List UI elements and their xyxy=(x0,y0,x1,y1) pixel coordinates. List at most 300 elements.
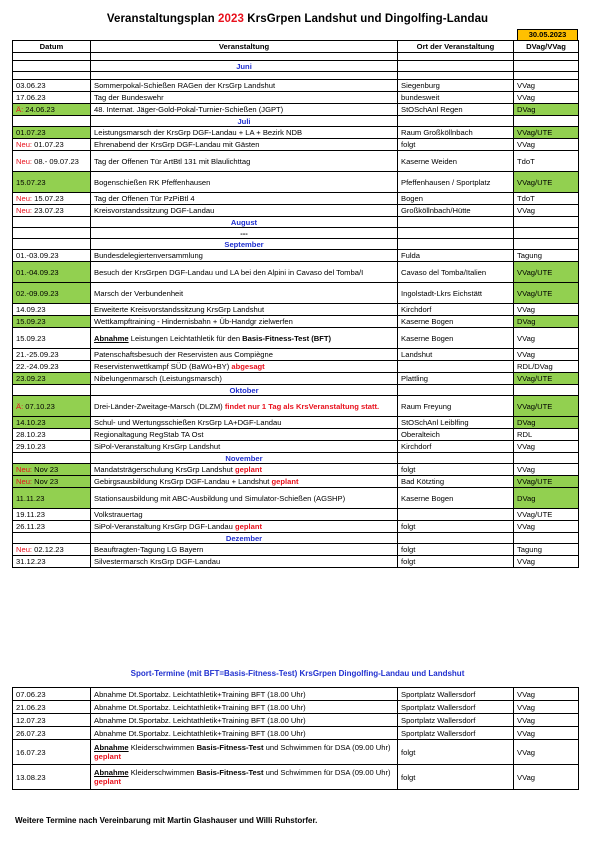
text-run: Volkstrauertag xyxy=(94,510,143,519)
location-cell: Oberalteich xyxy=(398,429,514,441)
text-run: abgesagt xyxy=(231,362,265,371)
footer-note: Weitere Termine nach Vereinbarung mit Martin Glashauser und Willi Ruhstorfer. xyxy=(15,816,318,825)
event-cell xyxy=(91,476,398,488)
event-cell xyxy=(91,556,398,568)
text-run: Abnahme xyxy=(94,743,129,752)
month-label: Juli xyxy=(91,116,398,127)
type-cell: VVag xyxy=(514,304,579,316)
location-cell: folgt xyxy=(398,139,514,151)
date-cell xyxy=(13,316,91,328)
empty-cell xyxy=(514,61,579,72)
title-suffix: KrsGrpen Landshut und Dingolfing-Landau xyxy=(243,13,489,25)
date-cell xyxy=(13,544,91,556)
date-cell xyxy=(13,92,91,104)
location-cell: Siegenburg xyxy=(398,80,514,92)
table-row xyxy=(13,396,579,417)
event-cell xyxy=(91,488,398,509)
event-cell xyxy=(91,139,398,151)
month-row xyxy=(13,228,579,239)
header-type: DVag/VVag xyxy=(514,41,579,53)
month-label: Juni xyxy=(91,61,398,72)
empty-cell xyxy=(13,61,91,72)
table-row xyxy=(13,740,579,765)
date-cell xyxy=(13,80,91,92)
date-cell xyxy=(13,441,91,453)
text-run: Neu: xyxy=(16,194,35,203)
table-row xyxy=(13,151,579,172)
table-row xyxy=(13,476,579,488)
event-cell xyxy=(91,429,398,441)
text-run: 21.06.23 xyxy=(16,702,46,712)
text-run: Neu: xyxy=(16,477,35,486)
table-row xyxy=(13,727,579,740)
text-run: geplant xyxy=(271,477,299,486)
type-cell: VVag xyxy=(514,80,579,92)
event-cell xyxy=(91,544,398,556)
table-row xyxy=(13,688,579,701)
event-cell xyxy=(91,396,398,417)
table-row xyxy=(13,104,579,116)
text-run: 23.07.23 xyxy=(34,206,64,215)
type-cell: VVag/UTE xyxy=(514,396,579,417)
text-run: 16.07.23 xyxy=(16,747,46,757)
date-cell xyxy=(13,509,91,521)
month-label: August xyxy=(91,217,398,228)
empty-cell xyxy=(514,217,579,228)
header-location: Ort der Veranstaltung xyxy=(398,41,514,53)
type-cell: VVag xyxy=(514,521,579,533)
events-table xyxy=(12,40,579,568)
table-row xyxy=(13,556,579,568)
month-row xyxy=(13,116,579,127)
text-run: Patenschaftsbesuch der Reservisten aus Compiègne xyxy=(94,350,273,359)
empty-cell xyxy=(398,72,514,80)
type-cell: TdoT xyxy=(514,193,579,205)
date-cell xyxy=(13,464,91,476)
text-run: Bundesdelegiertenversammlung xyxy=(94,251,203,260)
text-run: Nov 23 xyxy=(34,477,59,486)
location-cell: Raum Großköllnbach xyxy=(398,127,514,139)
title-prefix: Veranstaltungsplan xyxy=(106,13,218,25)
type-cell: VVag/UTE xyxy=(514,172,579,193)
table-row xyxy=(13,714,579,727)
text-run: Abnahme Dt.Sportabz. Leichtathletik+Training BFT (18.00 Uhr) xyxy=(94,689,306,699)
table-row xyxy=(13,349,579,361)
text-run: 01.-03.09.23 xyxy=(16,251,59,260)
date-cell xyxy=(13,127,91,139)
text-run: 24.06.23 xyxy=(25,105,55,114)
text-run: 15.09.23 xyxy=(16,333,46,343)
location-cell: Bogen xyxy=(398,193,514,205)
text-run: 28.10.23 xyxy=(16,430,46,439)
type-cell: VVag/UTE xyxy=(514,262,579,283)
empty-cell xyxy=(514,72,579,80)
location-cell: StOSchAnl Leiblfing xyxy=(398,417,514,429)
location-cell xyxy=(398,361,514,373)
blank-row xyxy=(13,53,579,61)
location-cell: Kirchdorf xyxy=(398,304,514,316)
event-cell xyxy=(91,316,398,328)
location-cell: Großköllnbach/Hütte xyxy=(398,205,514,217)
event-cell xyxy=(91,262,398,283)
type-cell: VVag xyxy=(514,556,579,568)
text-run: Abnahme xyxy=(94,768,129,777)
month-row xyxy=(13,61,579,72)
text-run: Neu: xyxy=(16,206,35,215)
date-cell xyxy=(13,283,91,304)
month-row xyxy=(13,385,579,396)
event-cell xyxy=(91,104,398,116)
empty-cell xyxy=(13,533,91,544)
table-row xyxy=(13,701,579,714)
event-cell xyxy=(91,304,398,316)
type-cell: DVag xyxy=(514,488,579,509)
empty-cell xyxy=(398,61,514,72)
text-run: 01.07.23 xyxy=(16,128,46,137)
text-run: Tag der Offenen Tür ArtBtl 131 mit Blaulichttag xyxy=(94,156,251,166)
event-cell xyxy=(91,80,398,92)
location-cell: Kirchdorf xyxy=(398,441,514,453)
location-cell: Kaserne Weiden xyxy=(398,151,514,172)
date-cell xyxy=(13,139,91,151)
type-cell: VVag/UTE xyxy=(514,283,579,304)
text-run: 19.11.23 xyxy=(16,510,45,519)
text-run: und Schwimmen für DSA (09.00 Uhr) xyxy=(263,768,391,777)
empty-cell xyxy=(398,385,514,396)
text-run: Erweiterte Kreisvorstandssitzung KrsGrp Landshut xyxy=(94,305,265,314)
location-cell: Kaserne Bogen xyxy=(398,488,514,509)
type-cell: VVag xyxy=(514,328,579,349)
location-cell: Sportplatz Wallersdorf xyxy=(398,727,514,740)
type-cell: VVag xyxy=(514,92,579,104)
date-cell xyxy=(13,765,91,790)
location-cell: folgt xyxy=(398,556,514,568)
text-run: 01.-04.09.23 xyxy=(16,267,59,277)
empty-cell xyxy=(398,533,514,544)
empty-cell xyxy=(514,453,579,464)
type-cell: VVag xyxy=(514,139,579,151)
month-label: September xyxy=(91,239,398,250)
month-label: November xyxy=(91,453,398,464)
date-cell xyxy=(13,250,91,262)
text-run: Ä: xyxy=(16,105,26,114)
text-run: Kleiderschwimmen xyxy=(128,768,197,777)
date-cell xyxy=(13,205,91,217)
location-cell: bundesweit xyxy=(398,92,514,104)
location-cell: Kaserne Bogen xyxy=(398,328,514,349)
type-cell: VVag/UTE xyxy=(514,373,579,385)
event-cell xyxy=(91,127,398,139)
event-cell xyxy=(91,250,398,262)
date-cell xyxy=(13,396,91,417)
event-cell xyxy=(91,727,398,740)
empty-cell xyxy=(514,53,579,61)
date-cell xyxy=(13,521,91,533)
empty-cell xyxy=(514,116,579,127)
location-cell: Sportplatz Wallersdorf xyxy=(398,714,514,727)
text-run: 31.12.23 xyxy=(16,557,46,566)
type-cell: TdoT xyxy=(514,151,579,172)
events-body xyxy=(13,53,579,568)
type-cell: VVag xyxy=(514,701,579,714)
text-run: 14.10.23 xyxy=(16,418,46,427)
text-run: findet nur 1 Tag als KrsVeranstaltung statt. xyxy=(224,401,380,411)
type-cell: VVag xyxy=(514,740,579,765)
empty-cell xyxy=(398,217,514,228)
event-cell xyxy=(91,688,398,701)
text-run: 15.09.23 xyxy=(16,317,46,326)
date-cell xyxy=(13,701,91,714)
type-cell: VVag/UTE xyxy=(514,127,579,139)
event-cell xyxy=(91,193,398,205)
text-run: 01.07.23 xyxy=(34,140,64,149)
text-run: 08.- 09.07.23 xyxy=(34,156,79,166)
event-cell xyxy=(91,765,398,790)
type-cell: VVag xyxy=(514,688,579,701)
text-run: 02.-09.09.23 xyxy=(16,288,59,298)
empty-cell xyxy=(13,53,91,61)
empty-cell xyxy=(13,228,91,239)
date-cell xyxy=(13,556,91,568)
type-cell: VVag xyxy=(514,205,579,217)
text-run: Abnahme xyxy=(94,333,129,343)
date-cell xyxy=(13,373,91,385)
date-cell xyxy=(13,417,91,429)
type-cell: DVag xyxy=(514,417,579,429)
text-run: 26.07.23 xyxy=(16,728,46,738)
empty-cell xyxy=(514,239,579,250)
text-run: 07.06.23 xyxy=(16,689,46,699)
table-row xyxy=(13,765,579,790)
text-run: Reservistenwettkampf SÜD (BaWü+BY) xyxy=(94,362,232,371)
type-cell: Tagung xyxy=(514,250,579,262)
text-run: Wettkampftraining - Hindernisbahn + Üb-Handgr zielwerfen xyxy=(94,317,293,326)
type-cell: RDL/DVag xyxy=(514,361,579,373)
sport-title: Sport-Termine (mit BFT=Basis-Fitness-Test) KrsGrpen Dingolfing-Landau und Landshut xyxy=(130,669,465,678)
page-title xyxy=(0,13,595,25)
text-run: geplant xyxy=(235,465,263,474)
empty-cell xyxy=(514,228,579,239)
event-cell xyxy=(91,701,398,714)
text-run: 12.07.23 xyxy=(16,715,46,725)
header-date: Datum xyxy=(13,41,91,53)
date-cell xyxy=(13,488,91,509)
event-cell xyxy=(91,521,398,533)
table-row xyxy=(13,92,579,104)
location-cell: Sportplatz Wallersdorf xyxy=(398,688,514,701)
text-run: 14.09.23 xyxy=(16,305,46,314)
text-run: 26.11.23 xyxy=(16,522,45,531)
sport-body xyxy=(13,688,579,790)
table-row xyxy=(13,205,579,217)
empty-cell xyxy=(514,533,579,544)
text-run: Basis-Fitness-Test xyxy=(196,743,264,752)
empty-cell xyxy=(398,228,514,239)
text-run: Tag der Offenen Tür PzPiBtl 4 xyxy=(94,194,195,203)
event-cell xyxy=(91,441,398,453)
text-run: Marsch der Verbundenheit xyxy=(94,288,184,298)
event-cell xyxy=(91,349,398,361)
text-run: Sommerpokal-Schießen RAGen der KrsGrp Landshut xyxy=(94,81,276,90)
table-row xyxy=(13,441,579,453)
date-cell xyxy=(13,476,91,488)
type-cell: DVag xyxy=(514,316,579,328)
text-run: Silvestermarsch KrsGrp DGF-Landau xyxy=(94,557,221,566)
date-cell xyxy=(13,262,91,283)
text-run: 02.12.23 xyxy=(34,545,64,554)
text-run: Leistungsmarsch der KrsGrp DGF-Landau + LA + Bezirk NDB xyxy=(94,128,303,137)
location-cell: Landshut xyxy=(398,349,514,361)
text-run: 03.06.23 xyxy=(16,81,46,90)
text-run: 07.10.23 xyxy=(25,401,55,411)
month-label: Dezember xyxy=(91,533,398,544)
date-cell xyxy=(13,193,91,205)
type-cell: VVag xyxy=(514,765,579,790)
event-cell xyxy=(91,373,398,385)
table-row xyxy=(13,488,579,509)
text-run: geplant xyxy=(94,777,122,786)
title-year: 2023 xyxy=(218,13,244,25)
month-label: --- xyxy=(91,228,398,239)
empty-cell xyxy=(13,385,91,396)
text-run: Besuch der KrsGrpen DGF-Landau und LA bei den Alpini in Cavaso del Tomba/I xyxy=(94,267,364,277)
text-run: Ä: xyxy=(16,401,26,411)
date-cell xyxy=(13,727,91,740)
sport-table xyxy=(12,687,579,790)
table-row xyxy=(13,544,579,556)
event-cell xyxy=(91,417,398,429)
text-run: 23.09.23 xyxy=(16,374,46,383)
empty-cell xyxy=(13,217,91,228)
location-cell: folgt xyxy=(398,544,514,556)
type-cell: VVag xyxy=(514,441,579,453)
text-run: 29.10.23 xyxy=(16,442,46,451)
date-cell xyxy=(13,151,91,172)
text-run: Leistungen Leichtathletik für den xyxy=(128,333,243,343)
text-run: (BFT) xyxy=(311,333,332,343)
text-run: Basis-Fitness-Test xyxy=(242,333,310,343)
text-run: Basis-Fitness-Test xyxy=(196,768,264,777)
date-cell xyxy=(13,172,91,193)
month-row xyxy=(13,217,579,228)
table-row xyxy=(13,361,579,373)
text-run: 21.-25.09.23 xyxy=(16,350,59,359)
text-run: 22.-24.09.23 xyxy=(16,362,59,371)
table-row xyxy=(13,417,579,429)
date-cell xyxy=(13,740,91,765)
location-cell: Sportplatz Wallersdorf xyxy=(398,701,514,714)
empty-cell xyxy=(398,116,514,127)
text-run: und Schwimmen für DSA (09.00 Uhr) xyxy=(263,743,391,752)
date-cell xyxy=(13,361,91,373)
location-cell: Plattling xyxy=(398,373,514,385)
event-cell xyxy=(91,328,398,349)
month-label: Oktober xyxy=(91,385,398,396)
text-run: Nov 23 xyxy=(34,465,59,474)
empty-cell xyxy=(398,453,514,464)
text-run: 17.06.23 xyxy=(16,93,46,102)
table-row xyxy=(13,328,579,349)
date-cell xyxy=(13,349,91,361)
location-cell xyxy=(398,509,514,521)
event-cell xyxy=(91,172,398,193)
event-cell xyxy=(91,205,398,217)
text-run: Stationsausbildung mit ABC-Ausbildung und Simulator-Schießen (AGSHP) xyxy=(94,493,346,503)
type-cell: VVag xyxy=(514,714,579,727)
text-run: Kleiderschwimmen xyxy=(128,743,197,752)
event-cell xyxy=(91,509,398,521)
text-run: Tag der Bundeswehr xyxy=(94,93,164,102)
location-cell: Pfeffenhausen / Sportplatz xyxy=(398,172,514,193)
table-row xyxy=(13,316,579,328)
header-event: Veranstaltung xyxy=(91,41,398,53)
type-cell: VVag xyxy=(514,727,579,740)
stand-date: 30.05.2023 xyxy=(517,29,578,40)
text-run: geplant xyxy=(94,752,122,761)
text-run: geplant xyxy=(234,522,262,531)
date-cell xyxy=(13,429,91,441)
text-run: Beauftragten-Tagung LG Bayern xyxy=(94,545,204,554)
text-run: Neu: xyxy=(16,156,35,166)
table-row xyxy=(13,464,579,476)
text-run: 11.11.23 xyxy=(16,493,45,503)
empty-cell xyxy=(13,453,91,464)
text-run: Nibelungenmarsch (Leistungsmarsch) xyxy=(94,374,222,383)
type-cell: VVag/UTE xyxy=(514,509,579,521)
text-run: SiPol-Veranstaltung KrsGrp Landshut xyxy=(94,442,221,451)
location-cell: Kaserne Bogen xyxy=(398,316,514,328)
text-run: 48. Internat. Jäger-Gold-Pokal-Turnier-Schießen (JGPT) xyxy=(94,105,284,114)
text-run: 15.07.23 xyxy=(16,177,46,187)
month-row xyxy=(13,453,579,464)
text-run: Bogenschießen RK Pfeffenhausen xyxy=(94,177,211,187)
table-row xyxy=(13,283,579,304)
empty-cell xyxy=(398,53,514,61)
location-cell: folgt xyxy=(398,521,514,533)
table-row xyxy=(13,127,579,139)
date-cell xyxy=(13,304,91,316)
empty-cell xyxy=(91,72,398,80)
text-run: Abnahme Dt.Sportabz. Leichtathletik+Training BFT (18.00 Uhr) xyxy=(94,715,306,725)
type-cell: VVag/UTE xyxy=(514,476,579,488)
text-run: Neu: xyxy=(16,465,35,474)
date-cell xyxy=(13,688,91,701)
blank-row xyxy=(13,72,579,80)
table-row xyxy=(13,521,579,533)
location-cell: Ingolstadt-Lkrs Eichstätt xyxy=(398,283,514,304)
text-run: SiPol-Veranstaltung KrsGrp DGF-Landau xyxy=(94,522,235,531)
empty-cell xyxy=(91,53,398,61)
table-row xyxy=(13,304,579,316)
text-run: Gebirgsausbildung KrsGrp DGF-Landau + Landshut xyxy=(94,477,272,486)
event-cell xyxy=(91,151,398,172)
event-cell xyxy=(91,464,398,476)
table-row xyxy=(13,429,579,441)
event-cell xyxy=(91,714,398,727)
empty-cell xyxy=(514,385,579,396)
text-run: 13.08.23 xyxy=(16,772,46,782)
table-row xyxy=(13,373,579,385)
date-cell xyxy=(13,328,91,349)
text-run: Neu: xyxy=(16,140,35,149)
text-run: Abnahme Dt.Sportabz. Leichtathletik+Training BFT (18.00 Uhr) xyxy=(94,702,306,712)
date-cell xyxy=(13,714,91,727)
text-run: Neu: xyxy=(16,545,35,554)
location-cell: Raum Freyung xyxy=(398,396,514,417)
date-cell xyxy=(13,104,91,116)
month-row xyxy=(13,533,579,544)
empty-cell xyxy=(13,239,91,250)
